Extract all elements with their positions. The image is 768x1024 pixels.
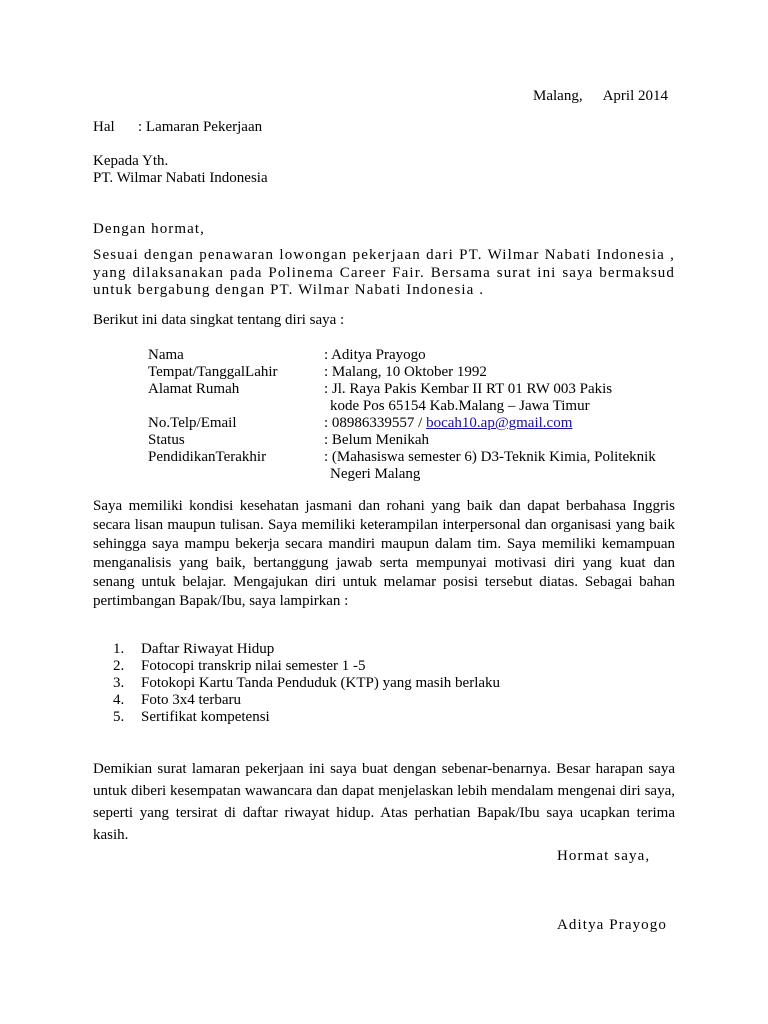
subject-label: Hal [93,119,115,135]
list-number: 3. [113,675,125,691]
data-row-telp-email [148,415,684,432]
greeting: Dengan hormat, [93,221,206,237]
recipient-salutation: Kepada Yth. [93,153,169,169]
signature-name: Aditya Prayogo [557,917,667,933]
list-number: 4. [113,692,125,708]
data-value-continuation: kode Pos 65154 Kab.Malang – Jawa Timur [330,398,590,414]
closing-paragraph: Demikian surat lamaran pekerjaan ini saya buat dengan sebenar-benarnya. Besar harapan saya untuk diberi kesempatan wawancara dan dapat menjelaskan lebih mendalam mengenai diri saya, seperti yang tersirat di daftar riwayat hidup. Atas perhatian Bapak/Ibu saya ucapkan terima kasih. [93,761,675,843]
list-text: Daftar Riwayat Hidup [141,641,275,657]
recipient-block [93,153,268,187]
email-link[interactable]: bocah10.ap@gmail.com [426,415,573,431]
intro-paragraph: Sesuai dengan penawaran lowongan pekerjaan dari PT. Wilmar Nabati Indonesia , yang dilaksanakan pada Polinema Career Fair. Bersama surat ini saya bermaksud untuk bergabung dengan PT. Wilmar Nabati Indonesia . [93,247,675,298]
data-label: PendidikanTerakhir [148,449,267,465]
list-text: Fotocopi transkrip nilai semester 1 -5 [141,658,366,674]
personal-data-table [148,347,684,483]
sign-off: Hormat saya, [557,848,651,864]
list-text: Sertifikat kompetensi [141,709,270,725]
list-item [113,658,500,675]
data-row-nama [148,347,684,364]
data-value: : Malang, 10 Oktober 1992 [324,364,487,380]
data-row-status [148,432,684,449]
letter-date: April 2014 [602,88,668,104]
list-item [113,641,500,658]
attachment-list [113,641,500,726]
data-label: Status [148,432,185,448]
list-number: 2. [113,658,125,674]
list-number: 5. [113,709,125,725]
data-label: Nama [148,347,184,363]
data-value: : Aditya Prayogo [324,347,426,363]
intro-tail: Berikut ini data singkat tentang diri saya : [93,312,345,328]
list-item [113,675,500,692]
data-label: Tempat/TanggalLahir [148,364,278,380]
data-value: : Jl. Raya Pakis Kembar II RT 01 RW 003 Pakis kode Pos 65154 Kab.Malang – Jawa Timur [324,381,684,415]
data-value: : Belum Menikah [324,432,429,448]
data-row-alamat [148,381,684,415]
list-text: Foto 3x4 terbaru [141,692,241,708]
list-item [113,709,500,726]
date-line [533,88,668,105]
recipient-company: PT. Wilmar Nabati Indonesia [93,170,268,186]
data-label: Alamat Rumah [148,381,240,397]
list-text: Fotokopi Kartu Tanda Penduduk (KTP) yang masih berlaku [141,675,501,691]
data-value-continuation: Negeri Malang [330,466,421,482]
list-number: 1. [113,641,125,657]
subject-value: : Lamaran Pekerjaan [138,119,263,135]
letter-city: Malang, [533,88,583,104]
subject-line [93,119,262,136]
data-label: No.Telp/Email [148,415,237,431]
data-value: : 08986339557 / bocah10.ap@gmail.com [324,415,573,431]
data-row-pendidikan [148,449,684,483]
body-paragraph: Saya memiliki kondisi kesehatan jasmani dan rohani yang baik dan dapat berbahasa Inggris secara lisan maupun tulisan. Saya memiliki keterampilan interpersonal dan organisasi yang baik sehingga saya mampu bekerja secara mandiri maupun dalam tim. Saya memiliki kemampuan menganalisis yang baik, bertanggung jawab serta mempunyai motivasi diri yang kuat dan senang untuk belajar. Mengajukan diri untuk melamar posisi tersebut diatas. Sebagai bahan pertimbangan Bapak/Ibu, saya lampirkan : [93,498,675,609]
data-value: : (Mahasiswa semester 6) D3-Teknik Kimia, Politeknik Negeri Malang [324,449,684,483]
data-row-ttl [148,364,684,381]
list-item [113,692,500,709]
